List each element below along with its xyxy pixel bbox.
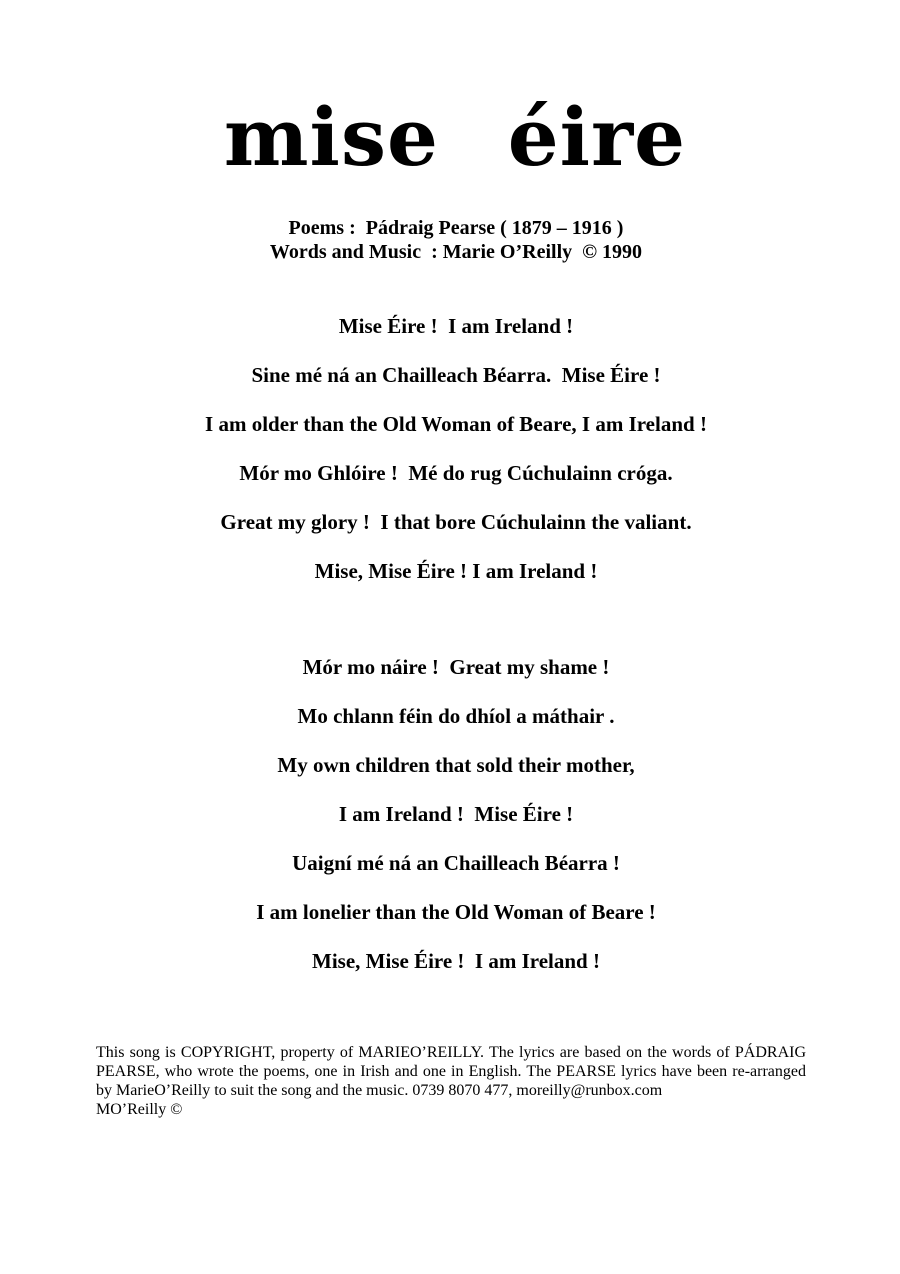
lyric-line: Great my glory ! I that bore Cúchulainn the valiant.: [220, 510, 692, 534]
song-title: mise éire: [223, 90, 687, 184]
lyric-line: Mise, Mise Éire ! I am Ireland !: [314, 559, 598, 583]
copyright-footer: [96, 1043, 806, 1119]
lyric-line: Uaigní mé ná an Chailleach Béarra !: [292, 851, 620, 875]
lyric-line: Mór mo náire ! Great my shame !: [302, 655, 610, 679]
lyric-line: I am lonelier than the Old Woman of Beare !: [256, 900, 656, 924]
verse-1: [0, 314, 900, 608]
lyric-line: Mór mo Ghlóire ! Mé do rug Cúchulainn cróga.: [239, 461, 673, 485]
lyric-line: Mise, Mise Éire ! I am Ireland !: [312, 949, 600, 973]
lyric-line: Mo chlann féin do dhíol a máthair .: [297, 704, 615, 728]
credits: [0, 216, 900, 264]
lyric-line: I am Ireland ! Mise Éire !: [338, 802, 574, 826]
lyric-line: My own children that sold their mother,: [277, 753, 635, 777]
copyright-signature: MO’Reilly ©: [96, 1101, 183, 1118]
poems-credit: Poems : Pádraig Pearse ( 1879 – 1916 ): [288, 217, 624, 239]
lyric-line: I am older than the Old Woman of Beare, I am Ireland !: [205, 412, 707, 436]
lyric-line: Mise Éire ! I am Ireland !: [338, 314, 574, 338]
verse-2: [0, 655, 900, 998]
words-music-credit: Words and Music : Marie O’Reilly © 1990: [269, 241, 643, 263]
copyright-notice: This song is COPYRIGHT, property of MARIEO’REILLY. The lyrics are based on the words of PÁDRAIG PEARSE, who wrote the poems, one in Irish and one in English. The PEARSE lyrics have been re-arranged by MarieO’Reilly to suit the song and the music. 0739 8070 477, moreilly@runbox.com: [96, 1044, 806, 1099]
lyric-line: Sine mé ná an Chailleach Béarra. Mise Éire !: [251, 363, 661, 387]
